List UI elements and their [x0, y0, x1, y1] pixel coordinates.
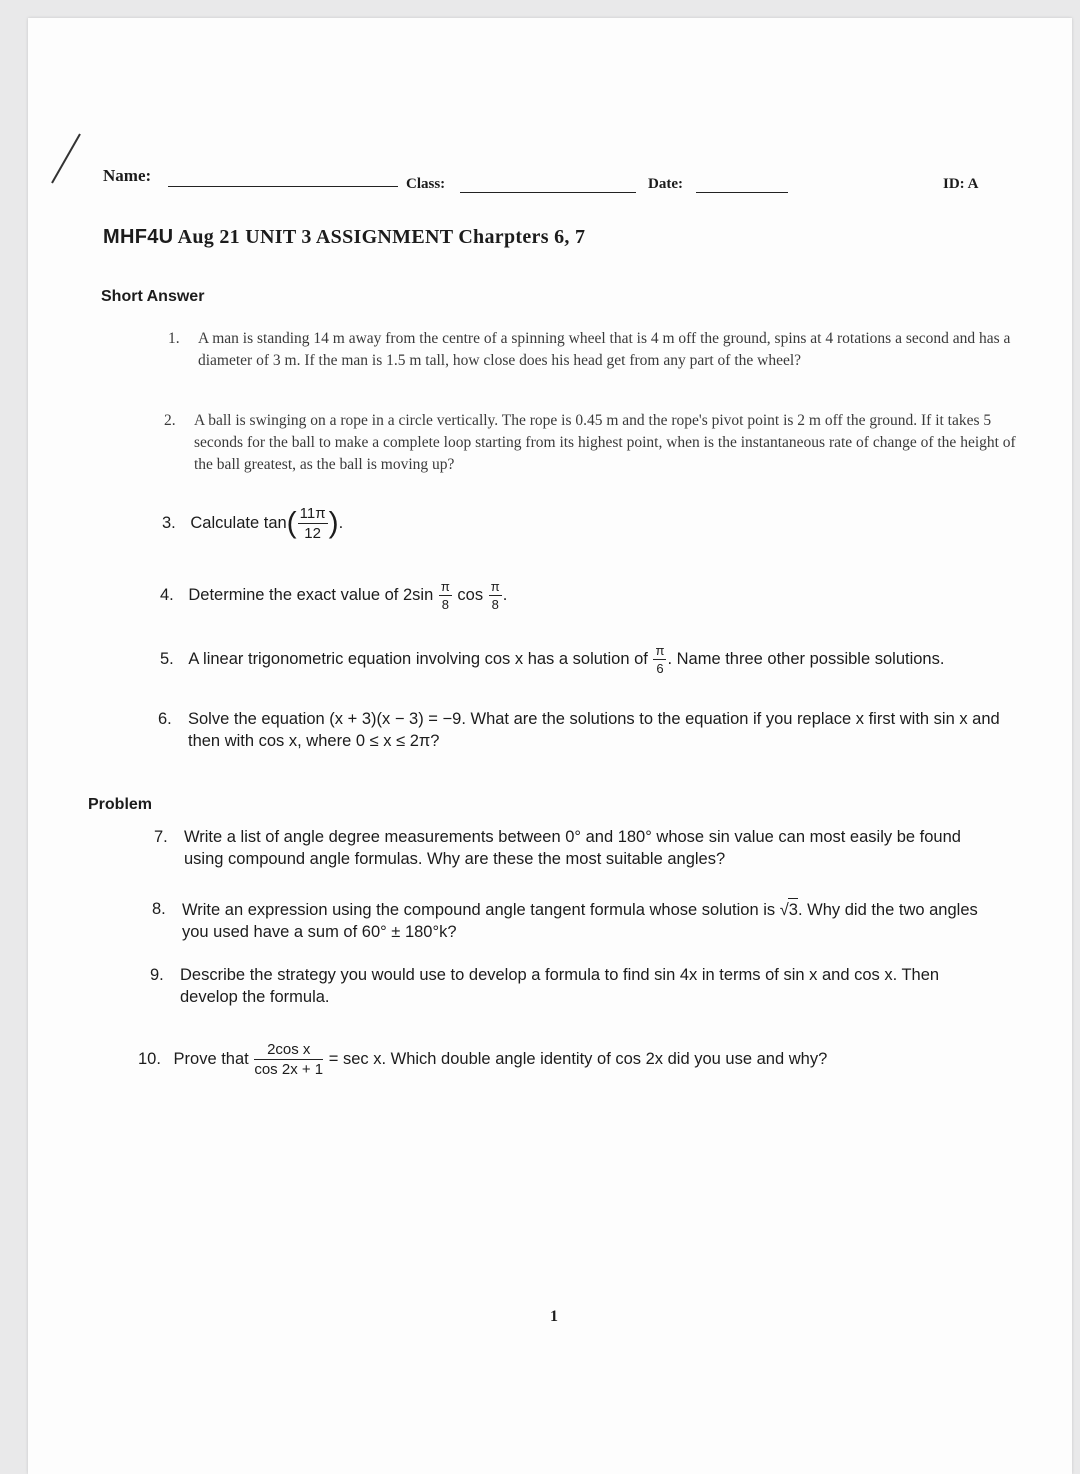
fraction-denominator: 8 [491, 597, 499, 612]
question-text: A man is standing 14 m away from the centre of a spinning wheel that is 4 m off the ground, spins at 4 rotations a second and has a diameter of 3 m. If the man is 1.5 m tall, how close does his head get from any part of the wheel? [198, 330, 1011, 369]
question-number: 9. [150, 966, 164, 984]
worksheet-page [28, 18, 1072, 1474]
question-text: Solve the equation (x + 3)(x − 3) = −9. What are the solutions to the equation if you replace x first with sin x and then with cos x, where 0 ≤ x ≤ 2π? [188, 710, 1000, 750]
question-text: A ball is swinging on a rope in a circle vertically. The rope is 0.45 m and the rope's pivot point is 2 m off the ground. If it takes 5 seconds for the ball to make a complete loop starting from its highest point, when is the instantaneous rate of change of the height of the ball greatest, as the ball is moving up? [194, 412, 1016, 473]
course-code: MHF4U [103, 226, 174, 248]
assignment-title [103, 226, 585, 249]
fraction-denominator: cos 2x + 1 [254, 1061, 324, 1078]
fraction-numerator: π [440, 579, 450, 594]
question-number: 1. [168, 330, 180, 347]
question-text-end: = sec x. Which double angle identity of cos 2x did you use and why? [328, 1049, 828, 1068]
question-end: . [502, 585, 508, 604]
title-text: Aug 21 UNIT 3 ASSIGNMENT Charpters 6, 7 [177, 226, 586, 248]
fraction [489, 580, 502, 611]
fraction [298, 506, 328, 541]
fraction-numerator: 11π [299, 505, 326, 522]
question-number: 6. [158, 710, 172, 728]
fraction [653, 644, 666, 675]
section-problem: Problem [88, 796, 153, 813]
question-number: 2. [164, 412, 176, 429]
question-number: 7. [154, 828, 168, 846]
question-9 [150, 964, 1000, 1008]
question-text [182, 898, 992, 943]
fraction-denominator: 6 [656, 661, 664, 676]
question-4 [160, 580, 507, 611]
fraction [254, 1042, 323, 1077]
question-number: 10. [138, 1049, 161, 1068]
left-paren: ( [286, 506, 297, 540]
fraction-numerator: π [490, 579, 500, 594]
question-text: Determine the exact value of 2sin [188, 585, 434, 604]
cos-text: cos [457, 585, 484, 604]
question-number: 4. [160, 585, 174, 604]
right-paren: ) [328, 506, 339, 540]
name-label: Name: [103, 166, 152, 185]
question-5 [160, 644, 944, 675]
question-end: . [338, 513, 344, 532]
question-text: Write a list of angle degree measurements between 0° and 180° whose sin value can most easily be found using compound angle formulas. Why are these the most suitable angles? [184, 828, 961, 868]
page-number: 1 [550, 1308, 558, 1325]
question-text: Calculate tan [190, 513, 287, 532]
fraction-denominator: 8 [441, 597, 449, 612]
id-label: ID: A [943, 176, 979, 192]
fraction-numerator: π [655, 643, 665, 658]
sqrt-value: 3 [788, 898, 798, 921]
question-10 [138, 1042, 827, 1077]
question-number: 8. [152, 900, 166, 918]
question-text: A linear trigonometric equation involving cos x has a solution of [188, 649, 648, 668]
question-1 [168, 328, 1023, 372]
question-text-end: . Name three other possible solutions. [667, 649, 945, 668]
question-6 [158, 708, 1028, 752]
question-text: Prove that [173, 1049, 249, 1068]
fraction [439, 580, 452, 611]
sqrt-symbol: √ [779, 901, 789, 919]
question-2 [164, 410, 1024, 476]
class-line [460, 192, 636, 193]
question-3 [162, 506, 343, 541]
question-text-end: . Why did the two angles you used have a sum of 60° ± 180°k? [182, 901, 978, 941]
date-label: Date: [648, 176, 683, 192]
question-8 [152, 898, 992, 943]
class-label: Class: [406, 176, 446, 192]
question-number: 5. [160, 649, 174, 668]
name-line [168, 186, 398, 187]
question-text: Describe the strategy you would use to develop a formula to find sin 4x in terms of sin x and cos x. Then develop the formula. [180, 966, 940, 1006]
fraction-numerator: 2cos x [254, 1042, 323, 1060]
question-number: 3. [162, 513, 176, 532]
question-text-start: Write an expression using the compound angle tangent formula whose solution is [182, 901, 776, 919]
date-line [696, 192, 788, 193]
fraction-denominator: 12 [304, 525, 321, 542]
pen-stroke-mark [28, 18, 148, 218]
question-7 [154, 826, 994, 870]
section-short-answer: Short Answer [101, 288, 205, 305]
